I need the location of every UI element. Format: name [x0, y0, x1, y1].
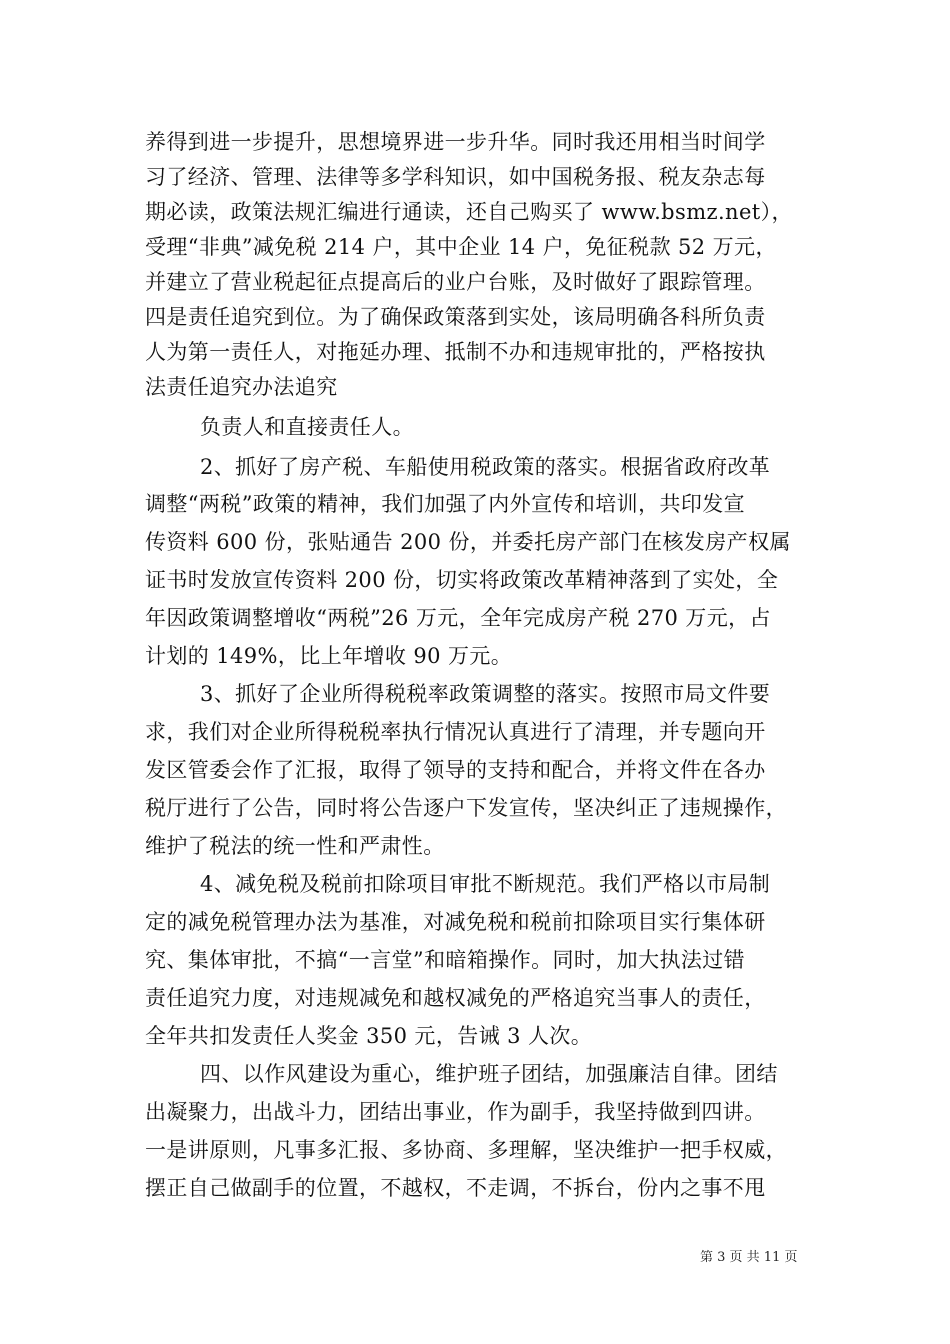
text-line: 3、抓好了企业所得税税率政策调整的落实。按照市局文件要 — [200, 682, 771, 706]
text-line: 出凝聚力，出战斗力，团结出事业，作为副手，我坚持做到四讲。 — [145, 1100, 766, 1124]
text-line: 证书时发放宣传资料 200 份，切实将政策改革精神落到了实处，全 — [145, 568, 779, 592]
text-line: 四、以作风建设为重心，维护班子团结，加强廉洁自律。团结 — [200, 1062, 778, 1086]
text-line: 究、集体审批，不搞“一言堂”和暗箱操作。同时，加大执法过错 — [145, 948, 746, 972]
text-line: 并建立了营业税起征点提高后的业户台账，及时做好了跟踪管理。 — [145, 270, 766, 294]
text-line: 计划的 149%，比上年增收 90 万元。 — [145, 644, 513, 668]
text-line: 全年共扣发责任人奖金 350 元，告诫 3 人次。 — [145, 1024, 593, 1048]
text-line: 养得到进一步提升，思想境界进一步升华。同时我还用相当时间学 — [145, 130, 766, 154]
text-line: 求，我们对企业所得税税率执行情况认真进行了清理，并专题向开 — [145, 720, 766, 744]
text-line: 传资料 600 份，张贴通告 200 份，并委托房产部门在核发房产权属 — [145, 530, 791, 554]
text-line: 调整“两税”政策的精神，我们加强了内外宣传和培训，共印发宣 — [145, 492, 746, 516]
text-line: 人为第一责任人，对拖延办理、抵制不办和违规审批的，严格按执 — [145, 340, 766, 364]
text-line: 责任追究力度，对违规减免和越权减免的严格追究当事人的责任， — [145, 986, 766, 1010]
text-line: 负责人和直接责任人。 — [200, 415, 414, 439]
text-line: 发区管委会作了汇报，取得了领导的支持和配合，并将文件在各办 — [145, 758, 766, 782]
text-line: 法责任追究办法追究 — [145, 375, 338, 399]
page-number: 第 3 页 共 11 页 — [700, 1250, 798, 1265]
text-line: 期必读，政策法规汇编进行通读，还自己购买了 www.bsmz.net）， — [145, 200, 793, 224]
text-line: 一是讲原则，凡事多汇报、多协商、多理解，坚决维护一把手权威， — [145, 1138, 787, 1162]
text-line: 年因政策调整增收“两税”26 万元，全年完成房产税 270 万元，占 — [145, 606, 771, 630]
text-line: 4、减免税及税前扣除项目审批不断规范。我们严格以市局制 — [200, 872, 771, 896]
text-line: 受理“非典”减免税 214 户，其中企业 14 户，免征税款 52 万元， — [145, 235, 777, 259]
text-line: 维护了税法的统一性和严肃性。 — [145, 834, 445, 858]
text-line: 定的减免税管理办法为基准，对减免税和税前扣除项目实行集体研 — [145, 910, 766, 934]
text-line: 2、抓好了房产税、车船使用税政策的落实。根据省政府改革 — [200, 455, 771, 479]
text-line: 四是责任追究到位。为了确保政策落到实处，该局明确各科所负责 — [145, 305, 766, 329]
text-line: 摆正自己做副手的位置，不越权，不走调，不拆台，份内之事不甩 — [145, 1176, 766, 1200]
text-line: 习了经济、管理、法律等多学科知识，如中国税务报、税友杂志每 — [145, 165, 766, 189]
text-line: 税厅进行了公告，同时将公告逐户下发宣传，坚决纠正了违规操作， — [145, 796, 787, 820]
